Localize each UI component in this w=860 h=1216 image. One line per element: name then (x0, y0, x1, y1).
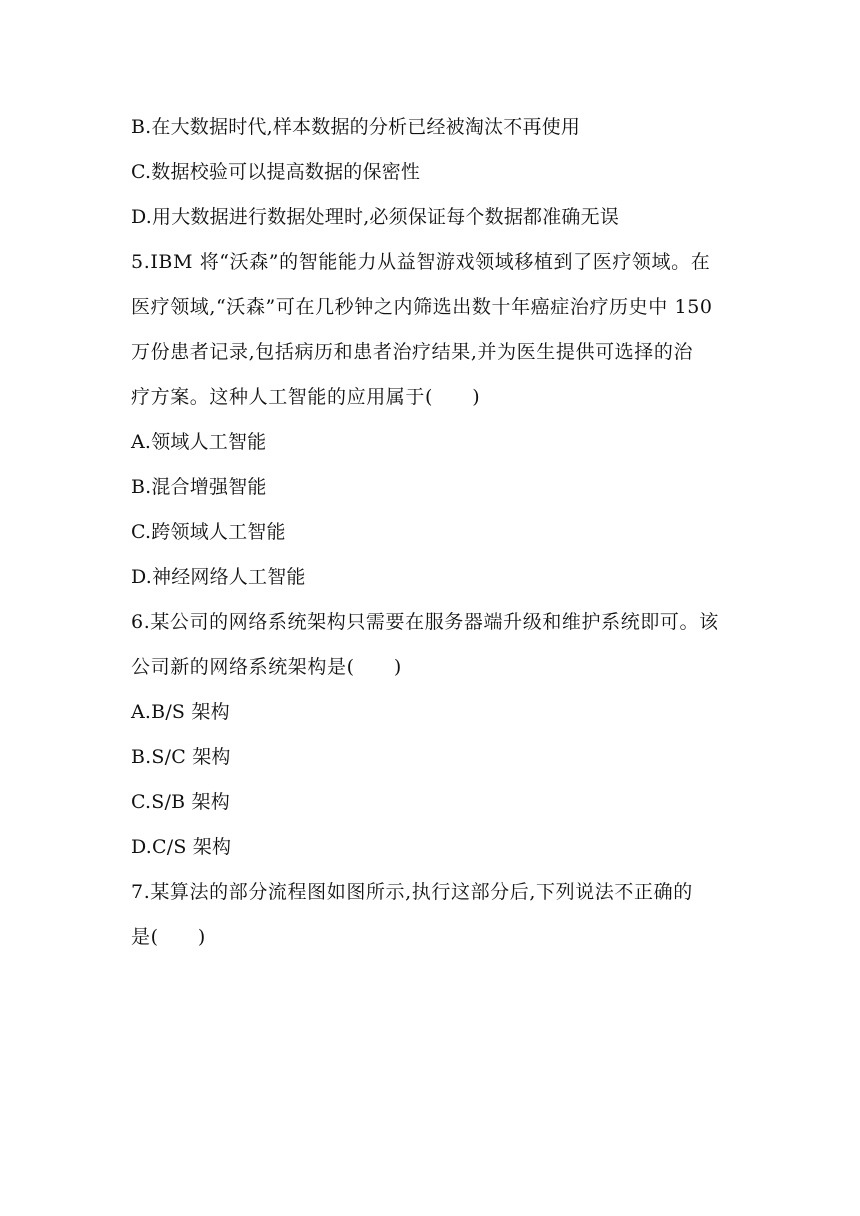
q4-option-d: D.用大数据进行数据处理时,必须保证每个数据都准确无误 (131, 206, 620, 228)
q5-option-b: B.混合增强智能 (131, 476, 267, 498)
q5-stem-line-1: 5.IBM 将“沃森”的智能能力从益智游戏领域移植到了医疗领域。在 (131, 251, 711, 273)
q6-option-a: A.B/S 架构 (131, 701, 230, 723)
q6-option-d: D.C/S 架构 (131, 836, 232, 858)
q6-stem-line-2: 公司新的网络系统架构是( ) (131, 656, 402, 678)
q6-option-c: C.S/B 架构 (131, 791, 230, 813)
q5-stem-line-2: 医疗领域,“沃森”可在几秒钟之内筛选出数十年癌症治疗历史中 150 (131, 296, 713, 318)
q5-stem-line-3: 万份患者记录,包括病历和患者治疗结果,并为医生提供可选择的治 (131, 341, 694, 363)
q5-option-d: D.神经网络人工智能 (131, 566, 306, 588)
q6-option-b: B.S/C 架构 (131, 746, 231, 768)
q5-option-c: C.跨领域人工智能 (131, 521, 286, 543)
q4-option-c: C.数据校验可以提高数据的保密性 (131, 161, 421, 183)
q7-stem-line-2: 是( ) (131, 926, 206, 948)
q5-option-a: A.领域人工智能 (131, 431, 267, 453)
q6-stem-line-1: 6.某公司的网络系统架构只需要在服务器端升级和维护系统即可。该 (131, 611, 719, 633)
q4-option-b: B.在大数据时代,样本数据的分析已经被淘汰不再使用 (131, 116, 581, 138)
q5-stem-line-4: 疗方案。这种人工智能的应用属于( ) (131, 386, 481, 408)
q7-stem-line-1: 7.某算法的部分流程图如图所示,执行这部分后,下列说法不正确的 (131, 881, 693, 903)
